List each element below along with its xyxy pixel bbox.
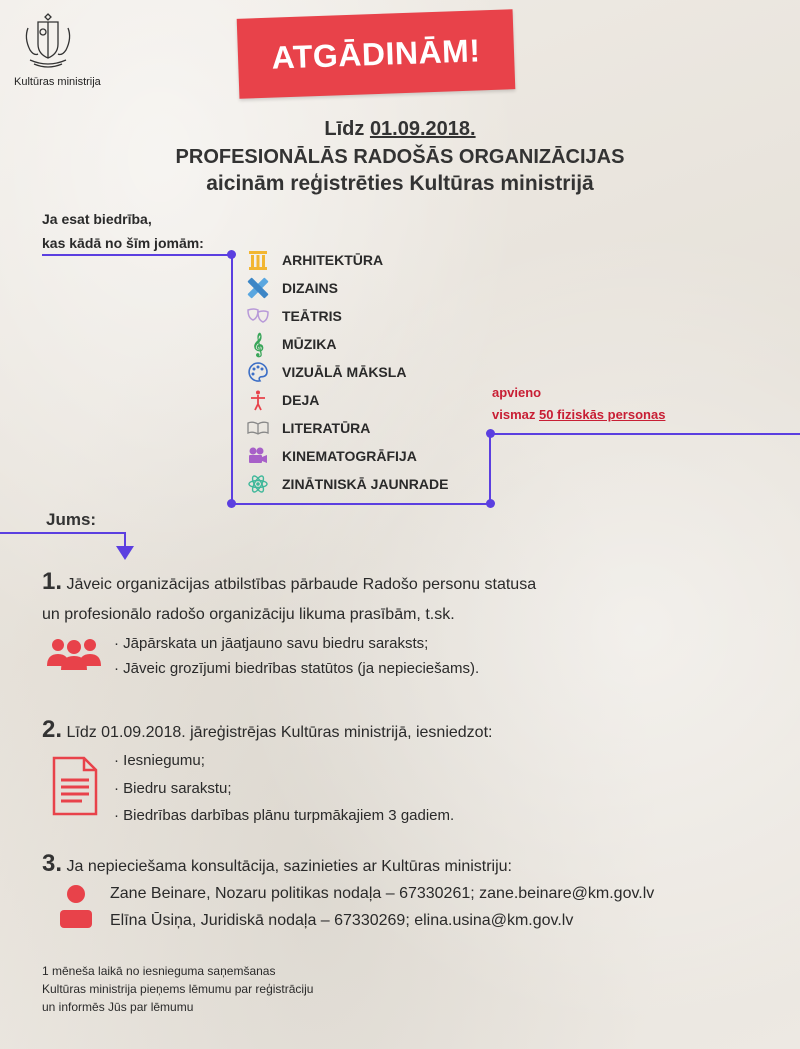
step-1	[42, 568, 536, 596]
connector-line-intro	[42, 254, 232, 256]
intro-line-2: kas kādā no šīm jomām:	[42, 235, 204, 251]
person-icon	[58, 884, 94, 935]
column-icon	[246, 249, 270, 271]
connector-line-right-vertical	[489, 433, 491, 503]
palette-icon	[246, 361, 270, 383]
condition-line-2	[492, 404, 665, 426]
deadline-prefix: Līdz	[324, 118, 370, 140]
condition-member-count: 50 fiziskās personas	[538, 407, 666, 422]
banner-title: ATGĀDINĀM!	[271, 31, 481, 76]
step-2-bullet-1: · Iesniegumu;	[114, 752, 205, 769]
ministry-logo-label: Kultūras ministrija	[14, 76, 101, 88]
area-item-theatre	[246, 303, 342, 329]
footer-line-3: un informēs Jūs par lēmumu	[42, 1000, 194, 1014]
area-item-music	[246, 331, 336, 357]
step-number: 3.	[42, 850, 63, 877]
arrow-down-icon	[116, 546, 134, 560]
area-label: ARHITEKTŪRA	[282, 252, 384, 268]
people-group-icon	[44, 636, 104, 675]
area-label: ZINĀTNISKĀ JAUNRADE	[282, 476, 449, 492]
area-item-scientific-creation	[246, 471, 448, 497]
deadline-date: 01.09.2018.	[369, 118, 476, 140]
step-text-line-1: Ja nepieciešama konsultācija, sazinieties ar Kultūras ministriju:	[66, 858, 512, 875]
step-1-text-line-2: un profesionālo radošo organizāciju likuma prasībām, t.sk.	[42, 606, 455, 623]
deadline-heading	[0, 118, 800, 141]
area-item-literature	[246, 415, 370, 441]
step-text-line-1: Jāveic organizācijas atbilstības pārbaude Radošo personu statusa	[66, 576, 537, 593]
atom-icon	[246, 473, 270, 495]
connector-line-bottom	[232, 503, 490, 505]
area-item-visual-art	[246, 359, 406, 385]
step-text-line-1: Līdz 01.09.2018. jāreģistrējas Kultūras ministrijā, iesniedzot:	[66, 724, 493, 741]
step-3	[42, 850, 512, 878]
area-label: VIZUĀLĀ MĀKSLA	[282, 364, 407, 380]
pencil-ruler-icon	[246, 277, 270, 299]
step-2-bullet-3: · Biedrības darbības plānu turpmākajiem 3 gadiem.	[114, 807, 455, 824]
step-number: 1.	[42, 568, 63, 595]
area-item-cinematography	[246, 443, 417, 469]
connector-line-vertical	[231, 255, 233, 503]
condition-prefix: vismaz	[492, 407, 539, 422]
area-label: DEJA	[282, 392, 320, 408]
jums-label: Jums:	[46, 510, 97, 529]
step-2	[42, 716, 492, 744]
area-item-design	[246, 275, 338, 301]
step-2-bullet-2: · Biedru sarakstu;	[114, 780, 232, 797]
area-label: TEĀTRIS	[282, 308, 342, 324]
area-label: DIZAINS	[282, 280, 338, 296]
organizations-heading: PROFESIONĀLĀS RADOŠĀS ORGANIZĀCIJAS	[175, 146, 625, 168]
intro-text	[42, 207, 204, 255]
contact-zane-beinare: Zane Beinare, Nozaru politikas nodaļa – 67330261; zane.beinare@km.gov.lv	[110, 885, 655, 902]
contact-elina-usina: Elīna Ūsiņa, Juridiskā nodaļa – 67330269; elina.usina@km.gov.lv	[110, 912, 574, 929]
area-label: LITERATŪRA	[282, 420, 371, 436]
connector-line-right	[491, 433, 800, 435]
treble-clef-icon: 𝄞	[252, 332, 264, 356]
step-1-bullet-1: · Jāpārskata un jāatjauno savu biedru saraksts;	[114, 635, 429, 652]
area-label: KINEMATOGRĀFIJA	[282, 448, 417, 464]
dancer-icon	[246, 389, 270, 411]
step-1-bullet-2: · Jāveic grozījumi biedrības statūtos (ja nepieciešams).	[114, 660, 480, 677]
document-icon	[52, 756, 98, 821]
footer-note	[42, 962, 313, 1016]
reminder-banner	[237, 9, 516, 99]
area-item-dance	[246, 387, 319, 413]
condition-line-1: apvieno	[492, 385, 542, 400]
membership-condition	[492, 382, 665, 426]
intro-line-1: Ja esat biedrība,	[42, 211, 152, 227]
theatre-masks-icon	[246, 305, 270, 327]
footer-line-2: Kultūras ministrija pieņems lēmumu par reģistrāciju	[42, 982, 314, 996]
step-number: 2.	[42, 716, 63, 743]
ministry-coat-of-arms-icon	[20, 8, 76, 72]
open-book-icon	[246, 417, 270, 439]
film-camera-icon	[246, 445, 270, 467]
invitation-heading: aicinām reģistrēties Kultūras ministrijā	[206, 172, 594, 195]
area-label: MŪZIKA	[282, 336, 337, 352]
area-item-architecture	[246, 247, 383, 273]
jums-connector-line	[0, 532, 126, 534]
footer-line-1: 1 mēneša laikā no iesnieguma saņemšanas	[42, 964, 276, 978]
